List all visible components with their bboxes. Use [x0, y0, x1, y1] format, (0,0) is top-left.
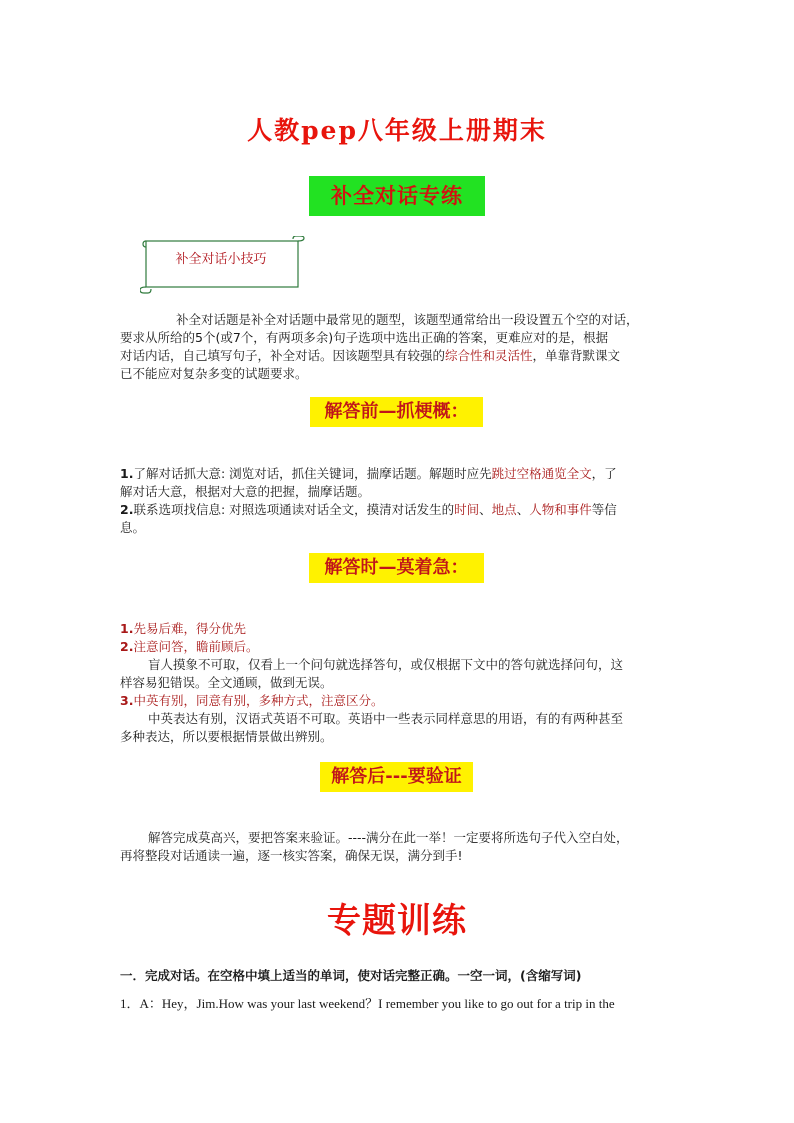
list-item-detail: 盲人摸象不可取，仅看上一个问句就选择答句，或仅根据下文中的答句就选择问句，这: [148, 657, 624, 672]
section-during-body: [120, 620, 680, 746]
list-item: 1.了解对话抓大意: 浏览对话，抓住关键词，揣摩话题。解题时应先跳过空格通览全文，了: [120, 466, 617, 481]
list-item: 2.联系选项找信息: 对照选项通读对话全文，摸清对话发生的时间、地点、人物和事件等信: [120, 502, 617, 517]
list-item-continued: 解对话大意，根据对大意的把握，揣摩话题。: [120, 484, 371, 499]
exercise-heading: 一．完成对话。在空格中填上适当的单词，使对话完整正确。一空一词，(含缩写词): [120, 968, 582, 983]
exercise-question-1: 1．A：Hey，Jim.How was your last weekend？I remember you like to go out for a trip in the: [120, 996, 615, 1011]
list-item-continued: 息。: [120, 520, 146, 535]
after-line: 解答完成莫高兴，要把答案来验证。----满分在此一举！一定要将所选句子代入空白处，: [148, 830, 629, 845]
after-line: 再将整段对话通读一遍，逐一核实答案，确保无误，满分到手!: [120, 848, 463, 863]
section-before-body: [120, 465, 680, 537]
document-title: 人教pep八年级上册期末: [247, 116, 547, 145]
list-item-detail: 样容易犯错误。全文通顾，做到无误。: [120, 675, 333, 690]
intro-paragraph: [120, 311, 680, 383]
section-after-heading: 解答后---要验证: [320, 762, 473, 792]
tips-scroll-box: [140, 236, 306, 294]
tips-label: 补全对话小技巧: [175, 252, 267, 267]
intro-line: 要求从所给的5个(或7个，有两项多余)句子选项中选出正确的答案，更难应对的是，根据: [120, 330, 609, 345]
subtitle-banner: 补全对话专练: [309, 176, 485, 216]
list-item: 3.中英有别，同意有别，多种方式，注意区分。: [120, 693, 384, 708]
section-during-heading: 解答时—莫着急：: [309, 553, 484, 583]
section-after-body: [120, 829, 680, 865]
section-before-heading: 解答前—抓梗概：: [310, 397, 483, 427]
list-item: 1.先易后难，得分优先: [120, 621, 246, 636]
list-item-detail: 中英表达有别，汉语式英语不可取。英语中一些表示同样意思的用语，有的有两种甚至: [148, 711, 624, 726]
intro-line: 对话内话，自己填写句子，补全对话。因该题型具有较强的综合性和灵活性，单靠背默课文: [120, 348, 621, 363]
list-item: 2.注意问答，瞻前顾后。: [120, 639, 259, 654]
intro-line: 补全对话题是补全对话题中最常见的题型，该题型通常给出一段设置五个空的对话，: [176, 312, 639, 327]
training-heading: 专题训练: [327, 901, 467, 941]
list-item-detail: 多种表达，所以要根据情景做出辨别。: [120, 729, 333, 744]
intro-line: 已不能应对复杂多变的试题要求。: [120, 366, 308, 381]
